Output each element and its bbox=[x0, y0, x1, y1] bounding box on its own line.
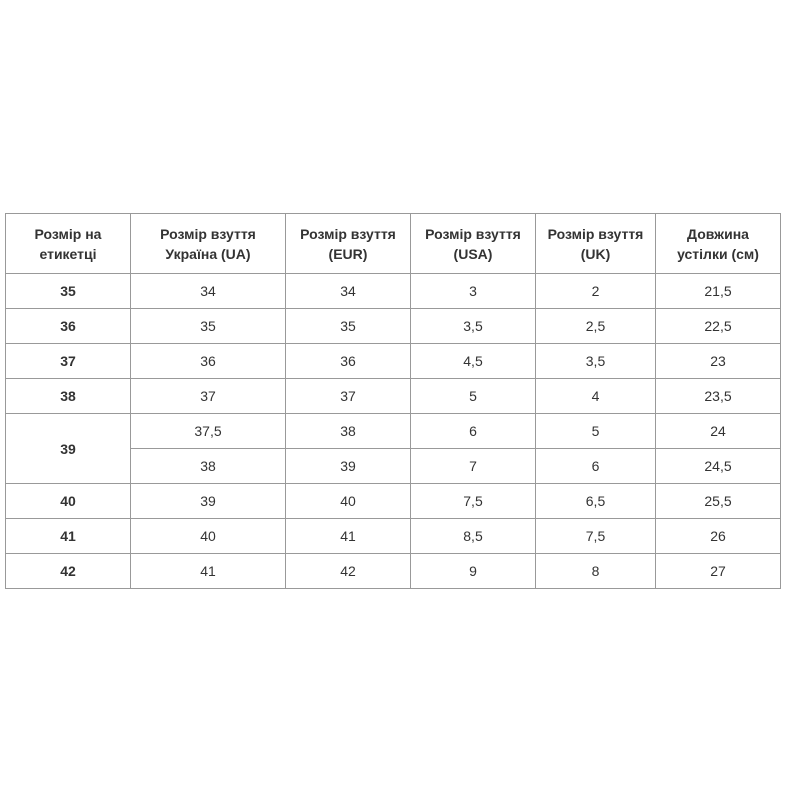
uk-size-cell: 6,5 bbox=[536, 484, 656, 519]
eur-size-cell: 36 bbox=[286, 344, 411, 379]
ua-size-cell: 34 bbox=[131, 274, 286, 309]
usa-size-cell: 5 bbox=[411, 379, 536, 414]
insole-length-cell: 23 bbox=[656, 344, 781, 379]
eur-size-cell: 35 bbox=[286, 309, 411, 344]
ua-size-cell: 37 bbox=[131, 379, 286, 414]
header-eur-size: Розмір взуття (EUR) bbox=[286, 214, 411, 274]
eur-size-cell: 38 bbox=[286, 414, 411, 449]
header-label-size: Розмір на етикетці bbox=[6, 214, 131, 274]
insole-length-cell: 24,5 bbox=[656, 449, 781, 484]
uk-size-cell: 6 bbox=[536, 449, 656, 484]
uk-size-cell: 8 bbox=[536, 554, 656, 589]
label-size-cell: 39 bbox=[6, 414, 131, 484]
table-row bbox=[6, 274, 781, 309]
insole-length-cell: 24 bbox=[656, 414, 781, 449]
uk-size-cell: 4 bbox=[536, 379, 656, 414]
table-row bbox=[6, 554, 781, 589]
usa-size-cell: 3 bbox=[411, 274, 536, 309]
usa-size-cell: 4,5 bbox=[411, 344, 536, 379]
label-size-cell: 42 bbox=[6, 554, 131, 589]
label-size-cell: 41 bbox=[6, 519, 131, 554]
insole-length-cell: 25,5 bbox=[656, 484, 781, 519]
usa-size-cell: 9 bbox=[411, 554, 536, 589]
ua-size-cell: 36 bbox=[131, 344, 286, 379]
usa-size-cell: 7 bbox=[411, 449, 536, 484]
usa-size-cell: 7,5 bbox=[411, 484, 536, 519]
ua-size-cell: 38 bbox=[131, 449, 286, 484]
insole-length-cell: 22,5 bbox=[656, 309, 781, 344]
insole-length-cell: 21,5 bbox=[656, 274, 781, 309]
header-usa-size: Розмір взуття (USA) bbox=[411, 214, 536, 274]
usa-size-cell: 3,5 bbox=[411, 309, 536, 344]
eur-size-cell: 40 bbox=[286, 484, 411, 519]
eur-size-cell: 41 bbox=[286, 519, 411, 554]
header-row bbox=[6, 214, 781, 274]
eur-size-cell: 39 bbox=[286, 449, 411, 484]
header-ua-size: Розмір взуття Україна (UA) bbox=[131, 214, 286, 274]
ua-size-cell: 41 bbox=[131, 554, 286, 589]
ua-size-cell: 37,5 bbox=[131, 414, 286, 449]
header-uk-size: Розмір взуття (UK) bbox=[536, 214, 656, 274]
header-insole-length: Довжина устілки (см) bbox=[656, 214, 781, 274]
label-size-cell: 38 bbox=[6, 379, 131, 414]
size-chart-table bbox=[5, 213, 781, 589]
table-row bbox=[6, 379, 781, 414]
table-row bbox=[6, 484, 781, 519]
ua-size-cell: 40 bbox=[131, 519, 286, 554]
usa-size-cell: 6 bbox=[411, 414, 536, 449]
table-row bbox=[6, 414, 781, 449]
label-size-cell: 35 bbox=[6, 274, 131, 309]
eur-size-cell: 34 bbox=[286, 274, 411, 309]
label-size-cell: 40 bbox=[6, 484, 131, 519]
uk-size-cell: 2,5 bbox=[536, 309, 656, 344]
table-row bbox=[6, 309, 781, 344]
label-size-cell: 37 bbox=[6, 344, 131, 379]
eur-size-cell: 42 bbox=[286, 554, 411, 589]
insole-length-cell: 23,5 bbox=[656, 379, 781, 414]
insole-length-cell: 26 bbox=[656, 519, 781, 554]
label-size-cell: 36 bbox=[6, 309, 131, 344]
eur-size-cell: 37 bbox=[286, 379, 411, 414]
uk-size-cell: 3,5 bbox=[536, 344, 656, 379]
ua-size-cell: 35 bbox=[131, 309, 286, 344]
ua-size-cell: 39 bbox=[131, 484, 286, 519]
table-row bbox=[6, 519, 781, 554]
uk-size-cell: 2 bbox=[536, 274, 656, 309]
insole-length-cell: 27 bbox=[656, 554, 781, 589]
table-row bbox=[6, 344, 781, 379]
uk-size-cell: 5 bbox=[536, 414, 656, 449]
uk-size-cell: 7,5 bbox=[536, 519, 656, 554]
usa-size-cell: 8,5 bbox=[411, 519, 536, 554]
